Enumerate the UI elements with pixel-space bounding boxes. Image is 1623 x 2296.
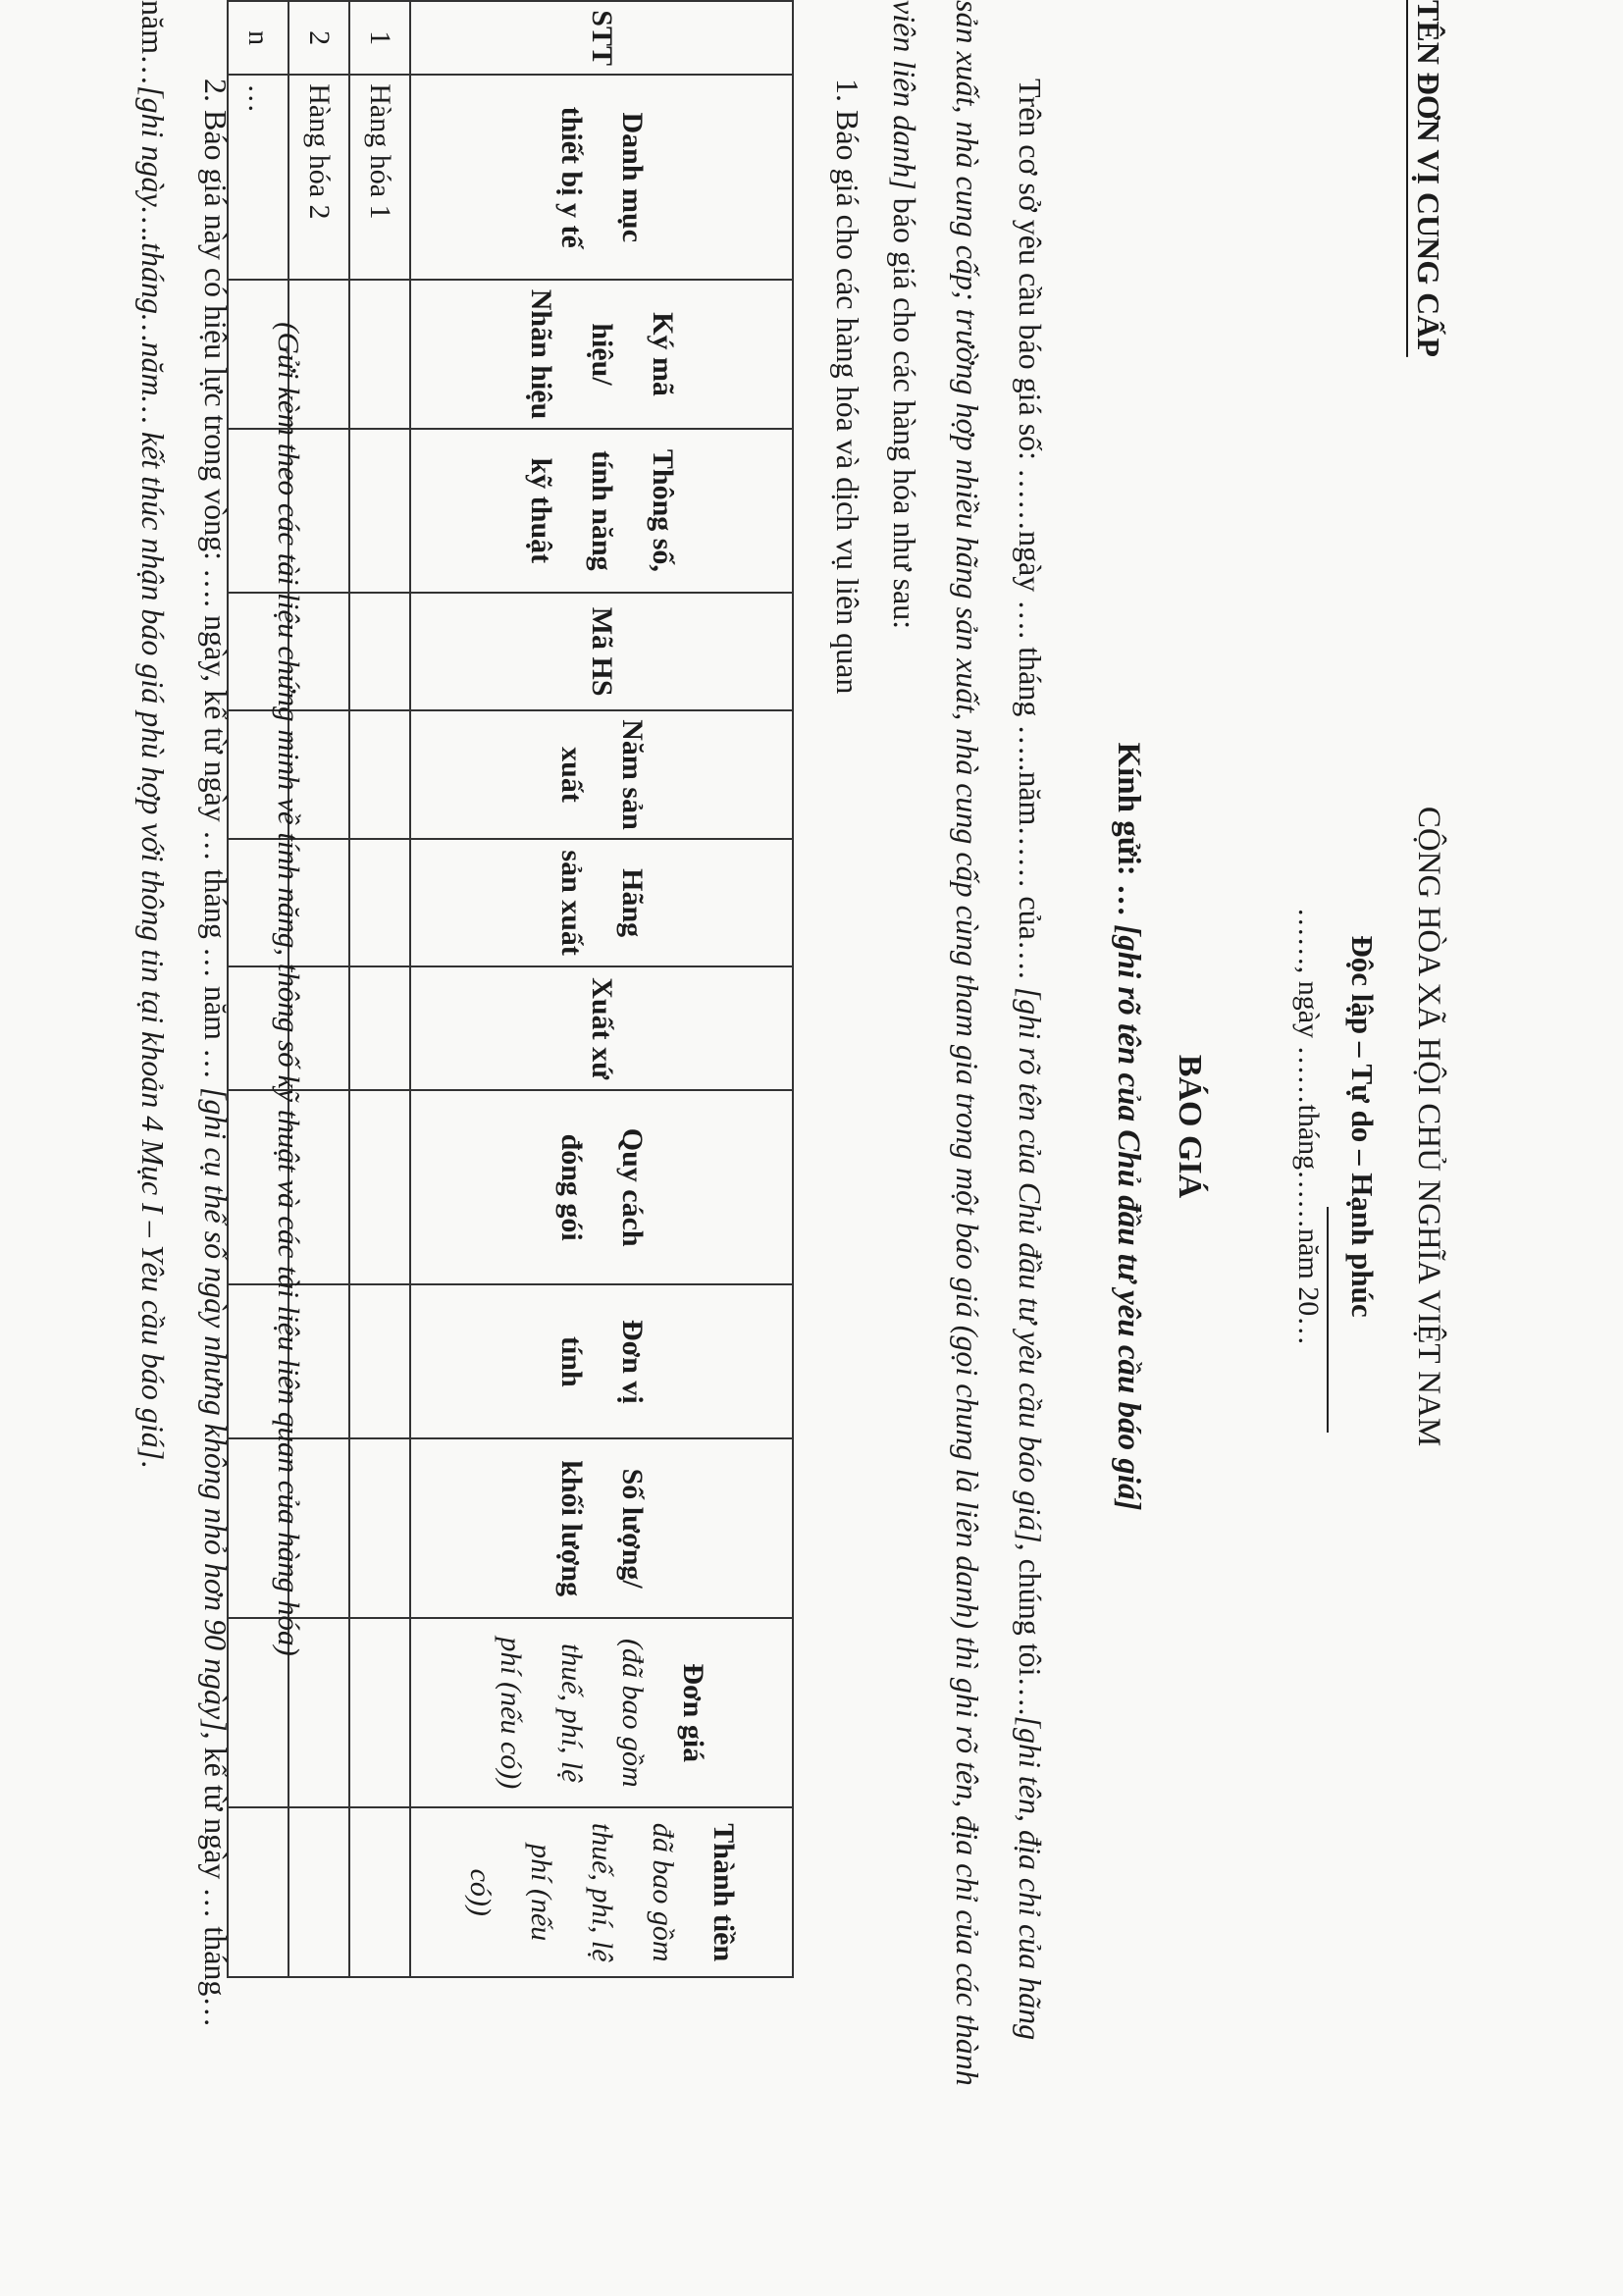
col-header: Quy cách đóng gói <box>410 1090 793 1285</box>
col-header: Số lượng/ khối lượng <box>410 1438 793 1618</box>
motto-underline <box>1327 1207 1329 1433</box>
supplier-unit-name: TÊN ĐƠN VỊ CUNG CẤP <box>1411 0 1446 357</box>
col-header: Đơn vị tính <box>410 1284 793 1438</box>
col-header: STT <box>410 1 793 75</box>
col-header: Danh mục thiết bị y tế <box>410 75 793 280</box>
sec2-text-3: . <box>135 1460 171 1469</box>
attachment-note: (Gửi kèm theo các tài liệu chứng minh về tính năng, thông số kỹ thuật và các tài liệu liên quan của hàng hóa) <box>272 322 306 1656</box>
table-row <box>349 1 410 1977</box>
recipient-placeholder: [ghi rõ tên của Chủ đầu tư yêu cầu báo giá] <box>1111 924 1146 1511</box>
row-stt: 1 <box>349 1 410 75</box>
col-header: Thông số, tính năng kỹ thuật <box>410 429 793 593</box>
section-2-paragraph <box>122 0 247 2090</box>
section-1-heading: 1. Báo giá cho các hàng hóa và dịch vụ liên quan <box>830 78 865 695</box>
sec2-placeholder-2: [ghi ngày….tháng…năm… kết thúc nhận báo giá phù hợp với thông tin tại khoản 4 Mục I – Yêu cầu báo giá] <box>135 85 171 1461</box>
col-header: Xuất xứ <box>410 966 793 1089</box>
col-header: Thành tiền đã bao gồm thuế, phí, lệ phí (nếu có)) <box>410 1807 793 1977</box>
intro-placeholder-2: [ghi tên, địa chỉ của hãng sản xuất, nhà cung cấp; trường hợp nhiều hãng sản xuất, nhà cung cấp cùng tham gia trong một báo giá (gọi chung là liên danh) thì ghi rõ tên, địa chỉ của các thành viên liên danh] <box>887 0 1048 2086</box>
col-header: Ký mã hiệu/ Nhãn hiệu <box>410 280 793 429</box>
date-line: ……, ngày ……tháng……năm 20… <box>1292 907 1325 1346</box>
intro-paragraph <box>873 0 1062 2090</box>
sec2-placeholder-1: [ghi cụ thể số ngày nhưng không nhỏ hơn 90 ngày] <box>198 1086 234 1732</box>
row-stt: 2 <box>288 1 349 75</box>
col-header: Đơn giá (đã bao gồm thuế, phí, lệ phí (nếu có)) <box>410 1618 793 1807</box>
col-header: Mã HS <box>410 593 793 710</box>
sec2-text-2: , kể từ ngày … tháng… năm… <box>135 0 234 2028</box>
republic-heading: CỘNG HÒA XÃ HỘI CHỦ NGHĨA VIỆT NAM <box>1411 806 1446 1447</box>
intro-text-2: , chúng tôi…. <box>1013 1542 1048 1716</box>
intro-text-1: Trên cơ sở yêu cầu báo giá số: ……ngày …. tháng …..năm…… của…. <box>1013 78 1048 987</box>
row-stt: n <box>228 1 288 75</box>
intro-placeholder-1: [ghi rõ tên của Chủ đầu tư yêu cầu báo giá] <box>1013 986 1048 1543</box>
document-title: BÁO GIÁ <box>1172 1054 1208 1199</box>
recipient-prefix: Kính gửi: … <box>1111 742 1146 925</box>
rotated-document <box>135 0 1446 2253</box>
recipient-line <box>1110 0 1146 2253</box>
col-header: Năm sản xuất <box>410 710 793 839</box>
national-motto: Độc lập – Tự do – Hạnh phúc <box>1345 935 1380 1318</box>
intro-text-3: báo giá cho các hàng hóa như sau: <box>887 189 922 630</box>
row-item: … <box>228 75 288 280</box>
sec2-text-1: 2. Báo giá này có hiệu lực trong vòng: …. ngày, kể từ ngày … tháng … năm … <box>198 78 234 1087</box>
row-item: Hàng hóa 2 <box>288 75 349 280</box>
quotation-table <box>227 0 794 1978</box>
col-header: Hãng sản xuất <box>410 839 793 967</box>
row-item: Hàng hóa 1 <box>349 75 410 280</box>
table-header-row <box>410 1 793 1977</box>
